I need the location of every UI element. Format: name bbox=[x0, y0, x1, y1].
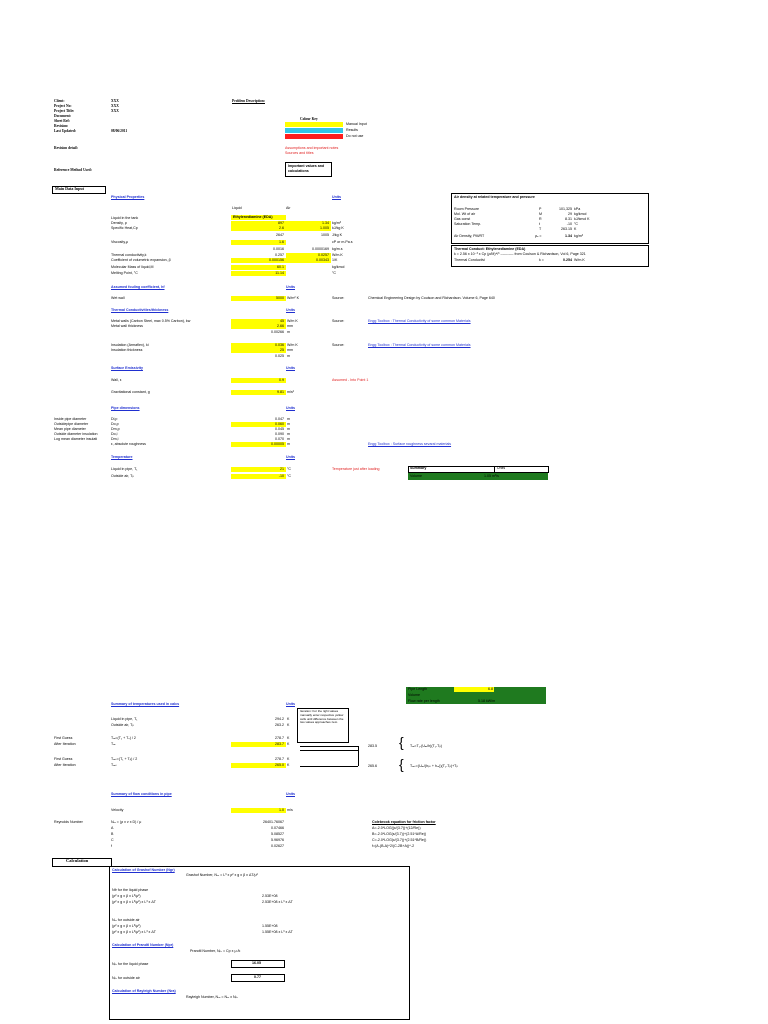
beta-label: Coefficient of volumetric expansion, β bbox=[111, 258, 171, 262]
air-density-row-unit: kJ/kmol K bbox=[574, 217, 590, 221]
first-guess-2-unit: K bbox=[287, 757, 290, 761]
first-guess-1-value: 278.7 bbox=[275, 736, 284, 740]
metal-wall-value: 45 bbox=[280, 319, 284, 323]
pipe-title: Pipe dimensions bbox=[111, 406, 140, 410]
pipe-row-label: Log mean diameter insulati bbox=[54, 437, 98, 441]
velocity-label: Velocity bbox=[111, 808, 124, 812]
connector-vertical bbox=[358, 746, 359, 766]
pipe-row-unit: m bbox=[287, 417, 290, 421]
air-density-row-sym: t bbox=[539, 222, 540, 226]
rayleigh-eq: Rayleigh Number, Nᵣₐ = Nₒᵣ x Nₚᵣ bbox=[186, 995, 239, 999]
beta-air-value: 0.00343 bbox=[316, 258, 329, 262]
client-label: Client: bbox=[54, 99, 65, 103]
liquid-in-tank-label: Liquid in the tank bbox=[111, 216, 139, 220]
ts-liquid-value: 294.2 bbox=[275, 717, 284, 721]
colour-key-manual-swatch bbox=[285, 122, 343, 127]
air-density-row-unit: K bbox=[574, 227, 577, 231]
air-density-row-sym: P bbox=[539, 207, 542, 211]
emissivity-title: Surface Emissivity bbox=[111, 366, 143, 370]
emissivity-units-header: Units bbox=[286, 366, 295, 370]
pipe-row-value: 0.090 bbox=[275, 432, 284, 436]
gr-liquid-eq-1: (ρ² x g x β x L³/μ²) bbox=[112, 894, 141, 898]
colebrook-title: Colebrook equation for friction factor bbox=[372, 820, 436, 824]
ts-outside-value: 263.2 bbox=[275, 723, 284, 727]
after-iter-1-label: After Iteration bbox=[54, 742, 76, 746]
k-air-value: 0.0257 bbox=[318, 253, 329, 257]
air-density-row-value: 101,325 bbox=[559, 207, 572, 211]
gravity-unit: m/s² bbox=[287, 390, 294, 394]
metal-wall-unit: W/m K bbox=[287, 319, 298, 323]
summary-row-value: 1.05 m³/s bbox=[484, 474, 499, 478]
pipe-row-value: 0.00005 bbox=[271, 442, 284, 446]
air-density-row-unit: °C bbox=[574, 222, 579, 226]
eda-conductivity-title: Thermal Conduct: Ethylenediamine (EDA) bbox=[454, 247, 526, 251]
gr-liquid-val-2: 2.53E+08 x L³ x ΔT bbox=[262, 900, 293, 904]
colour-key-important-box bbox=[285, 162, 332, 177]
pipe-row-value: 0.070 bbox=[275, 437, 284, 441]
viscosity-liquid-value: 1.6 bbox=[279, 240, 284, 244]
pipe-row-label: Mean pipe diameter bbox=[54, 427, 86, 431]
document-label: Document: bbox=[54, 114, 71, 118]
pipe-row-unit: m bbox=[287, 432, 290, 436]
gravity-label: Gravitational constant, g bbox=[111, 390, 150, 394]
insulation-source-label: Source: bbox=[332, 343, 345, 347]
insulation-unit: W/m K bbox=[287, 343, 298, 347]
cp-liquid-value: 2.6 bbox=[279, 226, 284, 230]
rayleigh-title: Calculation of Rayleigh Number (Nra) bbox=[112, 989, 176, 993]
ts-liquid-label: Liquid in pipe, T₁ bbox=[111, 717, 138, 721]
gravity-value: 9.81 bbox=[277, 390, 284, 394]
fouling-unit: W/m² K bbox=[287, 296, 299, 300]
gr-air-val-2: 1.55E+08 x L³ x ΔT bbox=[262, 930, 293, 934]
connector-line-2 bbox=[300, 750, 358, 751]
air-density-result-label: Air Density, PM/RT bbox=[454, 234, 485, 238]
after-iter-1-sym: Tₘ bbox=[111, 742, 116, 746]
viscosity-air-value2: 0.0000169 bbox=[312, 247, 329, 251]
after-iter-2-unit: K bbox=[287, 763, 290, 767]
liquid-name-value: Ethylenediamine (EDA) bbox=[233, 215, 273, 219]
right-green-label: Flow rate per length bbox=[408, 699, 440, 703]
emissivity-assumed-note: Assumed - Into Point 1 bbox=[332, 378, 369, 382]
result-1-eq: Tₘ=T₁-(Uₘ/h)(T₁-Tᵦ) bbox=[410, 744, 442, 748]
wall-units-header: Units bbox=[286, 308, 295, 312]
ts-liquid-unit: K bbox=[287, 717, 290, 721]
project-title-value: XXX bbox=[111, 109, 119, 113]
insulation-label: Insulation (Armaflex), ki bbox=[111, 343, 149, 347]
metal-wall-label: Metal walls (Carbon Steel, max 0.5% Carbon), kw bbox=[111, 319, 191, 323]
colebrook-line: C=-2.0*LOG(ε/(3.7))+(2.51*B/Re)) bbox=[372, 838, 427, 842]
air-col-header: Air bbox=[286, 206, 291, 210]
cp-unit: kJ/kg K bbox=[332, 226, 344, 230]
pipe-row-sym: ε, absolute roughness bbox=[111, 442, 146, 446]
wet-wall-label: Wet wall bbox=[111, 296, 125, 300]
temp-summary-units-header: Units bbox=[286, 702, 295, 706]
reference-method-label: Reference Method Used: bbox=[54, 168, 92, 172]
insulation-thickness-unit2: m bbox=[287, 354, 290, 358]
metal-thickness-value: 2.66 bbox=[277, 324, 284, 328]
connector-line-3 bbox=[300, 766, 358, 767]
liquid-temp-value: 21 bbox=[280, 467, 284, 471]
colour-key-assumptions: Assumptions and important notes bbox=[285, 146, 339, 150]
gr-air-eq-2: (ρ² x g x β x L³/μ²) x L³ x ΔT bbox=[112, 930, 156, 934]
k-unit: W/m.K bbox=[332, 253, 343, 257]
grashof-title: Calculation of Grashof Number (Ngr) bbox=[112, 868, 175, 872]
air-density-row-value: 263.15 bbox=[561, 227, 572, 231]
density-air-value: 1.34 bbox=[322, 221, 329, 225]
beta-unit: 1/K bbox=[332, 258, 338, 262]
density-label: Density, ρ bbox=[111, 221, 127, 225]
sheet-ref-label: Sheet Ref: bbox=[54, 119, 70, 123]
velocity-unit: m/s bbox=[287, 808, 293, 812]
pipe-row-sym: Do,p bbox=[111, 422, 119, 426]
k-liquid-value: 0.257 bbox=[275, 253, 284, 257]
right-green-label: Pipe Length bbox=[408, 687, 428, 691]
mp-liquid-value: 11.14 bbox=[275, 271, 284, 275]
density-liquid-value: 897 bbox=[278, 221, 284, 225]
client-value: XXX bbox=[111, 99, 119, 103]
gr-liquid-val-1: 2.53E+08 bbox=[262, 894, 278, 898]
project-no-value: XXX bbox=[111, 104, 119, 108]
right-green-value: 6.8 bbox=[488, 687, 493, 691]
pipe-row-sym: Do,i bbox=[111, 432, 118, 436]
first-guess-1-label: First Guess bbox=[54, 736, 73, 740]
pipe-row-value: 0.060 bbox=[275, 422, 284, 426]
flow-units-header: Units bbox=[286, 792, 295, 796]
project-no-label: Project No: bbox=[54, 104, 72, 108]
pipe-row-unit: m bbox=[287, 427, 290, 431]
wall-title: Thermal Conductivities/thickness bbox=[111, 308, 169, 312]
after-iter-2-sym: Tₘₛ bbox=[111, 763, 117, 767]
first-guess-1-unit: K bbox=[287, 736, 290, 740]
air-density-row-unit: kg/kmol bbox=[574, 212, 587, 216]
insulation-thickness-label: Insulation thickness bbox=[111, 348, 143, 352]
pipe-row-label: Outside diameter insulation bbox=[54, 432, 98, 436]
friction-sym: C bbox=[111, 838, 114, 842]
wall-emissivity-value: 0.9 bbox=[279, 378, 284, 382]
air-density-row-label: Saturation Temp. bbox=[454, 222, 482, 226]
last-updated-value: 08/06/2011 bbox=[111, 129, 128, 133]
pr-air-label: Nₚᵣ for outside air bbox=[112, 976, 140, 980]
mw-label: Molecular Mass of liquid,M bbox=[111, 265, 154, 269]
cp-label: Specific Heat,Cp bbox=[111, 226, 138, 230]
problem-description-label: Problem Description: bbox=[232, 99, 265, 103]
grashof-eq: Grashof Number, Nₒᵣ = L³ x ρ² x g x β x ΔT/μ² bbox=[186, 873, 258, 877]
temperature-title: Temperature bbox=[111, 455, 133, 459]
air-density-row-sym: T bbox=[539, 227, 542, 231]
main-data-input-title: Main Data Input bbox=[55, 186, 84, 191]
gr-air-val-1: 1.55E+08 bbox=[262, 924, 278, 928]
friction-sym: B bbox=[111, 832, 114, 836]
pipe-row-sym: Di,p bbox=[111, 417, 118, 421]
k-label: Thermal conductivity,k bbox=[111, 253, 147, 257]
gr-air-eq-1: (ρ² x g x β x L³/μ²) bbox=[112, 924, 141, 928]
ts-outside-label: Outside air, Tᵦ bbox=[111, 723, 134, 727]
density-unit: kg/m³ bbox=[332, 221, 341, 225]
insulation-value: 0.036 bbox=[275, 343, 284, 347]
brace-1-icon: { bbox=[399, 734, 404, 750]
pr-liquid-value: 16.05 bbox=[252, 961, 261, 965]
temp-summary-title: Summary of temperatures used in calcs bbox=[111, 702, 180, 706]
metal-thickness-value2: 0.00266 bbox=[271, 330, 284, 334]
first-guess-2-value: 278.7 bbox=[275, 757, 284, 761]
cp-air-value2: 1005 bbox=[321, 233, 329, 237]
connector-line-1 bbox=[300, 746, 358, 747]
after-iter-1-unit: K bbox=[287, 742, 290, 746]
air-density-row-unit: kPa bbox=[574, 207, 581, 211]
first-guess-2-eq: Tₘₛ=(T₁ + Tᵦ) / 2 bbox=[111, 757, 138, 761]
temperature-units-header: Units bbox=[286, 455, 295, 459]
air-density-row-sym: M bbox=[539, 212, 542, 216]
colour-key-results-label: Results bbox=[346, 128, 358, 132]
prandtl-eq: Prandtl Number, Nₚᵣ = Cp x μ /k bbox=[190, 949, 241, 953]
colour-key-sources: Sources and titles bbox=[285, 151, 314, 155]
iteration-note-text: Iteration: For the right values manually enter respective yellow cells until difference between the two values approaches zero bbox=[300, 709, 344, 725]
calculation-title: Calculation bbox=[66, 858, 89, 863]
first-guess-1-eq: Tₘ=(T₁ + Tₒ) / 2 bbox=[111, 736, 136, 740]
after-iter-1-value: 283.7 bbox=[275, 742, 284, 746]
friction-value: 5.96976 bbox=[271, 838, 284, 842]
right-green-label: Volume bbox=[408, 693, 420, 697]
beta-liquid-value: 0.000156 bbox=[269, 258, 284, 262]
reynolds-value: 26401.76067 bbox=[263, 820, 284, 824]
metal-thickness-unit: mm bbox=[287, 324, 293, 328]
colour-key-donotuse-swatch bbox=[285, 134, 343, 139]
air-density-row-label: Mol. Wt of air bbox=[454, 212, 476, 216]
colour-key-results-swatch bbox=[285, 128, 343, 133]
result-2-eq: Tₘₛ=(Uₘ/(hᵦₛ + hᵣₐ))(T₁-Tᵦ)+Tᵦ bbox=[410, 764, 458, 768]
after-iter-2-label: After Iteration bbox=[54, 763, 76, 767]
pipe-row-unit: m bbox=[287, 437, 290, 441]
air-density-title: Air density at related temperature and pressure bbox=[454, 195, 535, 199]
metal-source-label: Source: bbox=[332, 319, 345, 323]
project-title-label: Project Title: bbox=[54, 109, 75, 113]
summary-green-row bbox=[408, 473, 548, 480]
mp-unit: °C bbox=[332, 271, 337, 275]
pipe-row-sym: Dm,i bbox=[111, 437, 119, 441]
eda-conductivity-result-label: Thermal Conductivi bbox=[454, 258, 485, 262]
cp-air-value: 1.005 bbox=[320, 226, 329, 230]
eda-conductivity-formula: k = 2.56 x 10⁻³ x Cp (ρ/M)⁴/³ ----------- from Coulson & Richardson, Vol 6, Page 321 bbox=[454, 252, 586, 256]
eda-conductivity-result-sym: k = bbox=[539, 258, 544, 262]
pipe-row-unit: m bbox=[287, 442, 290, 446]
pipe-row-value: 0.047 bbox=[275, 417, 284, 421]
revision-label: Revision: bbox=[54, 124, 69, 128]
gr-liquid-eq-2: (ρ² x g x β x L³/μ²) x L³ x ΔT bbox=[112, 900, 156, 904]
air-density-row-value: 8.31 bbox=[565, 217, 572, 221]
pipe-row-label: Inside pipe diameter bbox=[54, 417, 87, 421]
air-density-row-label: Gas const bbox=[454, 217, 471, 221]
pipe-row-label: Outsidepipe diameter bbox=[54, 422, 89, 426]
eda-conductivity-result-unit: W/m.K bbox=[574, 258, 585, 262]
velocity-value: 1.0 bbox=[279, 808, 284, 812]
viscosity-unit: cP or m.Pa.s bbox=[332, 240, 353, 244]
reynolds-label: Reynolds Number bbox=[54, 820, 83, 824]
friction-value: 5.08527 bbox=[271, 832, 284, 836]
pipe-row-value: 0.045 bbox=[275, 427, 284, 431]
metal-source-link[interactable]: Engg Toolbox : Thermal Conductivity of some common Materials bbox=[368, 319, 471, 323]
mw-unit: kg/kmol bbox=[332, 265, 345, 269]
outside-temp-label: Outside air, Tᵦ bbox=[111, 474, 134, 478]
colebrook-line: A=-2.0*LOG((ε/(3.7))+(12/Re)) bbox=[372, 826, 421, 830]
friction-sym: A bbox=[111, 826, 114, 830]
metal-thickness-label: Metal wall thickness bbox=[111, 324, 143, 328]
physical-units-header: Units bbox=[332, 195, 341, 199]
reynolds-eq: Nᵣₑ = (ρ x v x D) / μ bbox=[111, 820, 142, 824]
result-2-value: 265.6 bbox=[368, 764, 377, 768]
summary-units: Units bbox=[497, 466, 506, 470]
fouling-source: Chemical Engineering Design by Coulson and Richardson. Volume 6, Page 640 bbox=[368, 296, 495, 300]
insulation-thickness-value2: 0.025 bbox=[275, 354, 284, 358]
viscosity-liquid-value2: 0.0016 bbox=[273, 247, 284, 251]
air-density-result-unit: kg/m³ bbox=[574, 234, 583, 238]
temperature-note: Temperature just after loading bbox=[332, 467, 380, 471]
air-density-row-value: -10 bbox=[566, 222, 572, 226]
pr-liquid-label: Nₚᵣ for the liquid phase bbox=[112, 962, 149, 966]
first-guess-2-label: First Guess bbox=[54, 757, 73, 761]
liquid-temp-unit: °C bbox=[287, 467, 292, 471]
result-1-value: 283.5 bbox=[368, 744, 377, 748]
eda-conductivity-result-value: 0.254 bbox=[563, 258, 572, 262]
pr-air-value: 0.77 bbox=[254, 975, 261, 979]
mw-liquid-value: 60.1 bbox=[277, 265, 284, 269]
right-green-value: 5.18 kW/m bbox=[478, 699, 496, 703]
pipe-units-header: Units bbox=[286, 406, 295, 410]
air-density-row-value: 29 bbox=[568, 212, 572, 216]
viscosity-unit2: kg/m.s bbox=[332, 247, 343, 251]
pipe-roughness-source-link[interactable]: Engg Toolbox : Surface roughness sevaral materials bbox=[368, 442, 452, 446]
fouling-source-label: Source: bbox=[332, 296, 345, 300]
outside-temp-unit: °C bbox=[287, 474, 292, 478]
liquid-col-header: Liquid bbox=[232, 206, 242, 210]
friction-sym: f bbox=[111, 844, 112, 848]
cp-unit2: J/kg K bbox=[332, 233, 342, 237]
colour-key-manual-label: Manual Input bbox=[346, 122, 367, 126]
last-updated-label: Last Updated: bbox=[54, 129, 77, 133]
wall-emissivity-label: Wall, ε bbox=[111, 378, 122, 382]
colour-key-donotuse-label: Do not use bbox=[346, 134, 364, 138]
colour-key-important-label: Important values and calculations bbox=[288, 164, 325, 173]
fouling-units-header: Units bbox=[286, 285, 295, 289]
insulation-source-link[interactable]: Engg Toolbox : Thermal Conductivity of some common Materials bbox=[368, 343, 471, 347]
fouling-value: 5000 bbox=[276, 296, 284, 300]
air-density-result-sym: ρₐ = bbox=[535, 234, 542, 238]
cp-liquid-value2: 2647 bbox=[276, 233, 284, 237]
colour-key-title: Colour Key bbox=[300, 117, 318, 121]
summary-head: Summary bbox=[410, 466, 427, 470]
pipe-row-sym: Dm,p bbox=[111, 427, 120, 431]
flow-title: Summary of flow conditions in pipe bbox=[111, 792, 172, 796]
pipe-row-unit: m bbox=[287, 422, 290, 426]
physical-properties-title: Physical Properties bbox=[111, 195, 145, 199]
friction-value: 0.07466 bbox=[271, 826, 284, 830]
air-density-row-label: Room Pressure bbox=[454, 207, 479, 211]
metal-thickness-unit2: m bbox=[287, 330, 290, 334]
fouling-title: Assumed fouling coefficient, hf bbox=[111, 285, 165, 289]
revision-detail-label: Revision detail: bbox=[54, 146, 78, 150]
nr-liquid-label: Nfr for the liquid phase bbox=[112, 888, 149, 892]
nr-air-label: Nₒᵣ for outside air bbox=[112, 918, 140, 922]
ts-outside-unit: K bbox=[287, 723, 290, 727]
colebrook-line: f=(A-(B-A)^2/(C-2B+A))^-2 bbox=[372, 844, 415, 848]
iteration-note-box bbox=[297, 708, 349, 743]
colebrook-line: B=-2.0*LOG(ε/(3.7))+(2.51*A/Re)) bbox=[372, 832, 427, 836]
insulation-thickness-unit: mm bbox=[287, 348, 293, 352]
viscosity-label: Viscosity,μ bbox=[111, 240, 128, 244]
outside-temp-value: -10 bbox=[278, 474, 284, 478]
friction-value: 0.02627 bbox=[271, 844, 284, 848]
air-density-result-value: 1.34 bbox=[565, 234, 572, 238]
liquid-temp-label: Liquid in pipe, T₁ bbox=[111, 467, 138, 471]
brace-2-icon: { bbox=[399, 756, 404, 772]
air-density-row-sym: R bbox=[539, 217, 542, 221]
insulation-thickness-value: 25 bbox=[280, 348, 284, 352]
summary-row-label: Volume bbox=[410, 474, 422, 478]
prandtl-title: Calculation of Prandtl Number (Npr) bbox=[112, 943, 174, 947]
after-iter-2-value: 265.0 bbox=[275, 763, 284, 767]
mp-label: Melting Point, °C bbox=[111, 271, 138, 275]
